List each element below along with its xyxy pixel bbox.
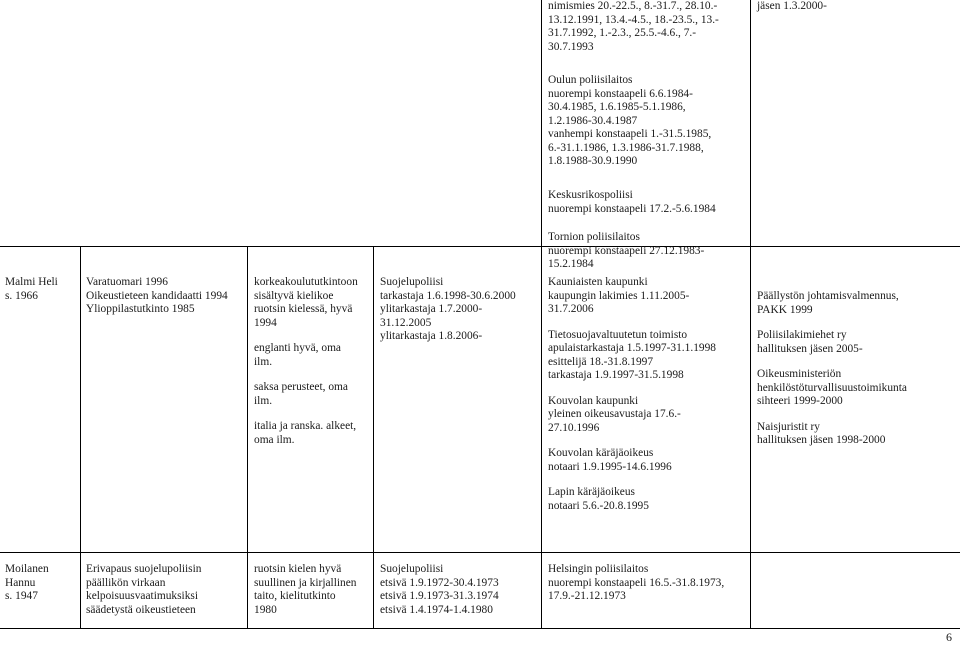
column-divider [247,246,248,629]
column-divider [541,0,542,629]
person-name: Moilanen Hannu s. 1947 [5,563,49,602]
career-entry: Kouvolan käräjäoikeus notaari 1.9.1995-14.6.1996 [548,447,672,473]
career-entry: Lapin käräjäoikeus notaari 5.6.-20.8.1995 [548,486,649,512]
police-service-text: Suojelupoliisi tarkastaja 1.6.1998-30.6.2000 ylitarkastaja 1.7.2000- 31.12.2005 ylitarkastaja 1.8.2006- [380,276,516,342]
language-entry: englanti hyvä, oma ilm. [254,342,341,368]
language-entry: italia ja ranska. alkeet, oma ilm. [254,420,357,446]
trust-entry: Päällystön johtamisvalmennus, PAKK 1999 [757,290,899,316]
language-skills: ruotsin kielen hyvä suullinen ja kirjallinen taito, kielitutkinto 1980 [254,563,357,616]
career-entry: Tietosuojavaltuutetun toimisto apulaistarkastaja 1.5.1997-31.1.1998 esittelijä 18.-31.8.1997 tarkastaja 1.9.1997-31.5.1998 [548,328,716,381]
column-divider [80,246,81,629]
trust-entry: Poliisilakimiehet ry hallituksen jäsen 2005- [757,329,863,355]
career-continued-text: nimismies 20.-22.5., 8.-31.7., 28.10.- 13.12.1991, 13.4.-4.5., 18.-23.5., 13.- 31.7.1992, 1.-2.3., 25.5.-4.6., 7.- 30.7.1993 [548,0,719,53]
trust-entry: Naisjuristit ry hallituksen jäsen 1998-2000 [757,420,886,446]
career-entry-krp: Keskusrikospoliisi nuorempi konstaapeli 17.2.-5.6.1984 [548,189,716,215]
trust-continued-text: jäsen 1.3.2000- [757,0,827,12]
education-text: Erivapaus suojelupoliisin päällikön virkaan kelpoisuusvaatimuksiksi säädetystä oikeustieteen [86,563,202,616]
column-divider [750,0,751,629]
page-number: 6 [946,630,952,644]
career-entry: Helsingin poliisilaitos nuorempi konstaapeli 16.5.-31.8.1973, 17.9.-21.12.1973 [548,563,725,602]
row-divider [0,552,960,553]
education-text: Varatuomari 1996 Oikeustieteen kandidaatti 1994 Ylioppilastutkinto 1985 [86,276,228,315]
career-entry: Kouvolan kaupunki yleinen oikeusavustaja 17.6.- 27.10.1996 [548,394,681,434]
career-list [548,276,748,513]
person-name: Malmi Heli s. 1966 [5,276,58,302]
career-entry: Kauniaisten kaupunki kaupungin lakimies 1.11.2005- 31.7.2006 [548,276,690,315]
language-skills [254,276,372,447]
career-entry-tornio: Tornion poliisilaitos nuorempi konstaapeli 27.12.1983- 15.2.1984 [548,231,705,270]
police-service-text: Suojelupoliisi etsivä 1.9.1972-30.4.1973 etsivä 1.9.1973-31.3.1974 etsivä 1.4.1974-1.4.1980 [380,563,499,616]
language-entry: korkeakoulututkintoon sisältyvä kielikoe ruotsin kielessä, hyvä 1994 [254,276,358,329]
language-entry: saksa perusteet, oma ilm. [254,381,348,407]
row-divider [0,246,960,247]
column-divider [373,246,374,629]
table-bottom-border [0,628,960,629]
career-entry-oulu: Oulun poliisilaitos nuorempi konstaapeli 6.6.1984- 30.4.1985, 1.6.1985-5.1.1986, 1.2.1986-30.4.1987 vanhempi konstaapeli 1.-31.5.1985, 6.-31.1.1986, 1.3.1986-31.7.1988, 1.8.1988-30.9.1990 [548,74,712,167]
trust-positions-list [757,290,957,448]
trust-entry: Oikeusministeriön henkilöstöturvallisuustoimikunta sihteeri 1999-2000 [757,368,907,407]
